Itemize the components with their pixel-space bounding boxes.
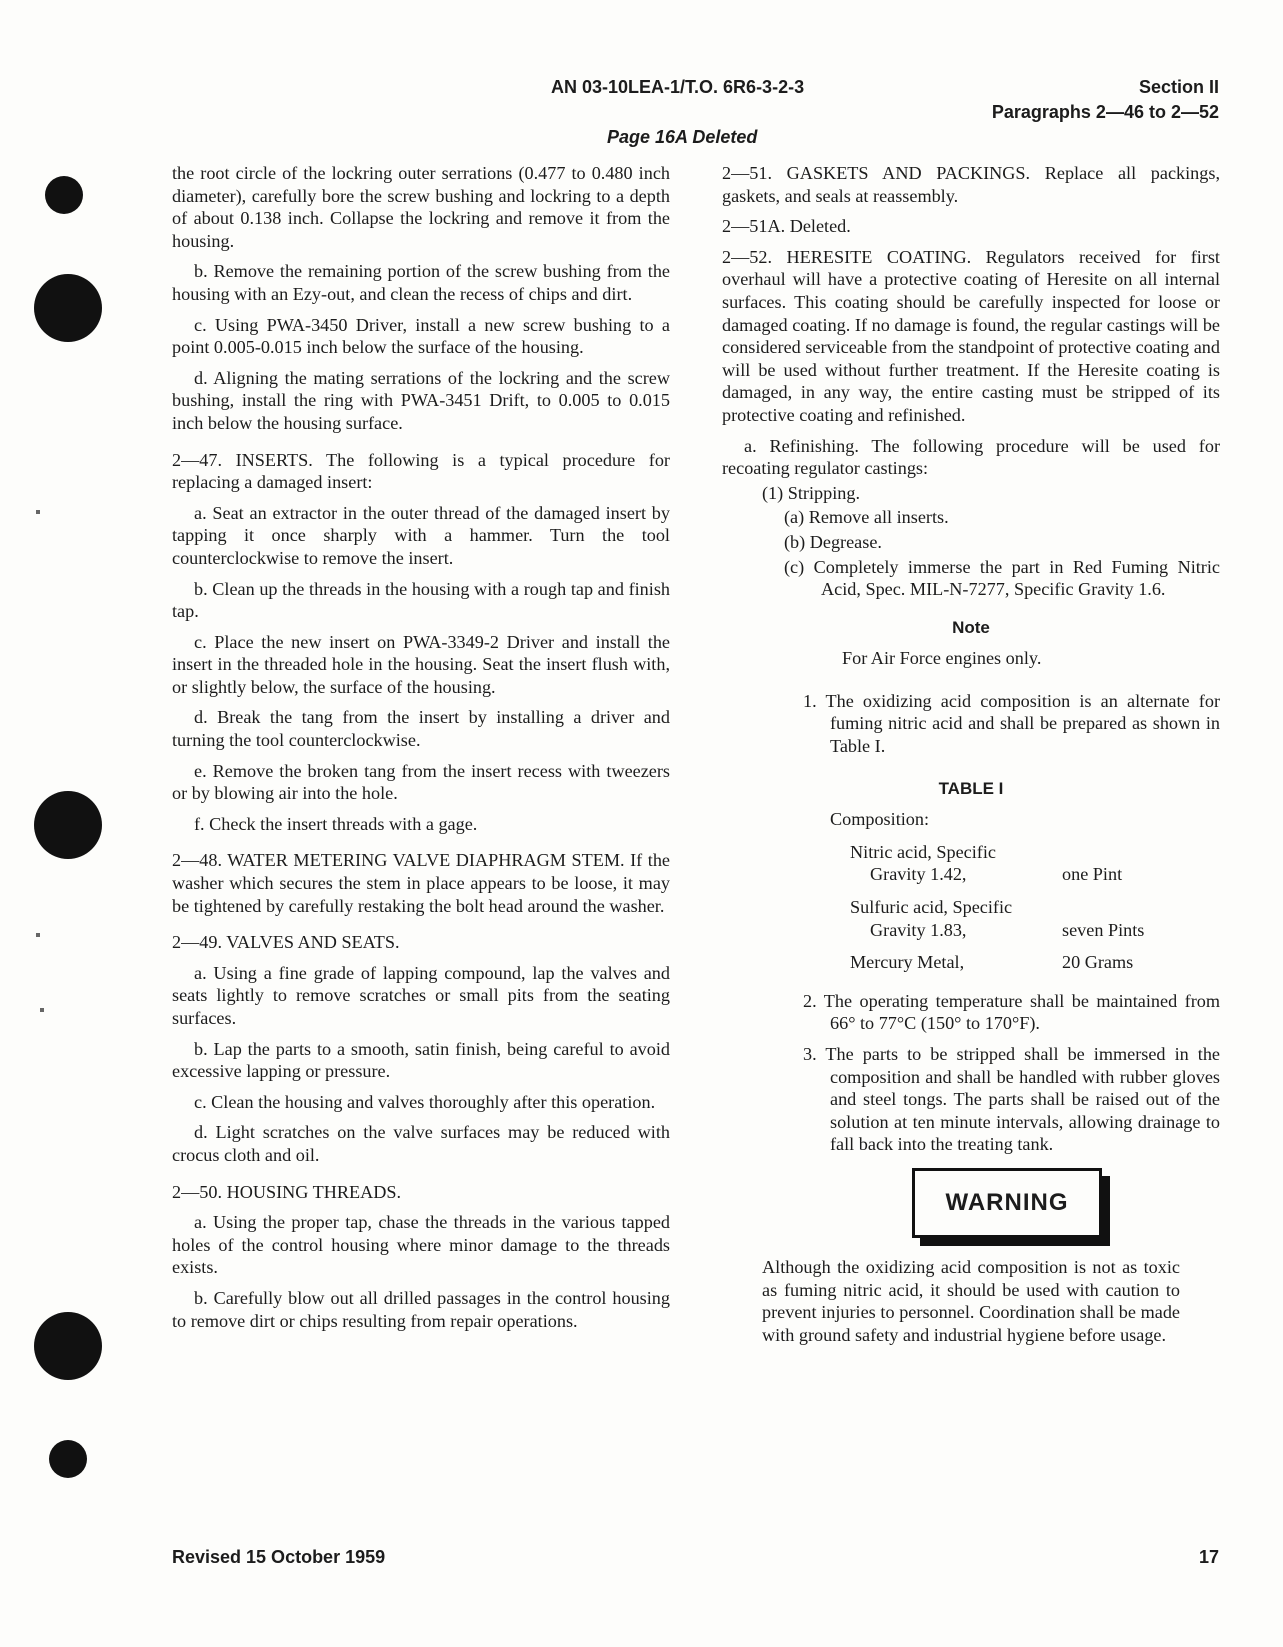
paragraph: c. Place the new insert on PWA-3349-2 Driver and install the insert in the threaded hole in the housing. Seat the insert flush with, or slightly below, the surface of the housing. [172, 631, 670, 697]
paragraph: a. Using the proper tap, chase the threads in the various tapped holes of the control housing where minor damage to the threads exists. [172, 1212, 670, 1278]
warning-box [912, 1168, 1104, 1240]
paragraph-deleted: 2—51A. Deleted. [722, 216, 851, 237]
table-cell: Gravity 1.42, [870, 864, 967, 885]
margin-mark [40, 1008, 44, 1012]
warning-text: Although the oxidizing acid composition is not as toxic as fuming nitric acid, it should be used with caution to prevent injuries to personnel. Coordination shall be made with ground safety and industrial hygiene before usage. [762, 1256, 1180, 1345]
paragraph: the root circle of the lockring outer serrations (0.477 to 0.480 inch diameter), carefully bore the screw bushing and lockring to a depth of about 0.138 inch. Collapse the lockring and remove it from the housing. [172, 163, 670, 251]
punch-hole-3 [34, 791, 102, 859]
punch-hole-1 [45, 176, 83, 214]
margin-mark [36, 510, 40, 514]
revision-date: Revised 15 October 1959 [172, 1547, 386, 1567]
table-cell-amount: one Pint [1062, 864, 1123, 885]
paragraph: c. Using PWA-3450 Driver, install a new screw bushing to a point 0.005-0.015 inch below the surface of the housing. [172, 314, 670, 358]
paragraph-range: Paragraphs 2—46 to 2—52 [991, 102, 1219, 122]
substep: (c) Completely immerse the part in Red Fuming Nitric Acid, Spec. MIL-N-7277, Specific Gravity 1.6. [784, 556, 1220, 600]
step-stripping: (1) Stripping. [762, 482, 861, 503]
numbered-item: 2. The operating temperature shall be maintained from 66° to 77°C (150° to 170°F). [803, 990, 1220, 1034]
table-cell: Gravity 1.83, [870, 919, 967, 940]
table-cell: Nitric acid, Specific [850, 841, 996, 862]
composition-table [830, 841, 1210, 974]
numbered-item: 1. The oxidizing acid composition is an alternate for fuming nitric acid and shall be prepared as shown in Table I. [803, 690, 1220, 757]
section-heading-gaskets: 2—51. GASKETS AND PACKINGS. Replace all packings, gaskets, and seals at reassembly. [722, 163, 1220, 206]
paragraph: a. Seat an extractor in the outer thread of the damaged insert by tapping it once sharply with a hammer. Turn the tool counterclockwise to remove the insert. [172, 502, 670, 568]
paragraph: b. Clean up the threads in the housing with a rough tap and finish tap. [172, 578, 670, 622]
paragraph: c. Clean the housing and valves thoroughly after this operation. [194, 1091, 656, 1112]
table-caption: Composition: [830, 809, 930, 830]
paragraph: e. Remove the broken tang from the insert recess with tweezers or by blowing air into the hole. [172, 760, 670, 804]
note-text: For Air Force engines only. [842, 648, 1042, 669]
note-heading: Note [952, 617, 990, 637]
table-row [830, 896, 1210, 941]
paragraph: f. Check the insert threads with a gage. [194, 813, 478, 834]
table-row [830, 841, 1210, 886]
punch-hole-2 [34, 274, 102, 342]
page-number: 17 [1198, 1547, 1219, 1567]
paragraph: b. Carefully blow out all drilled passages in the control housing to remove dirt or chips resulting from repair operations. [172, 1287, 670, 1331]
right-column [722, 162, 1220, 1346]
section-heading-housing-threads: 2—50. HOUSING THREADS. [172, 1181, 402, 1202]
substep: (a) Remove all inserts. [784, 507, 949, 528]
left-column [172, 162, 670, 1340]
document-number: AN 03-10LEA-1/T.O. 6R6-3-2-3 [551, 77, 805, 97]
paragraph: a. Using a fine grade of lapping compound, lap the valves and seats lightly to remove scratches or small pits from the seating surfaces. [172, 962, 670, 1028]
table-title: TABLE I [938, 778, 1004, 798]
table-cell-amount: seven Pints [1062, 919, 1145, 940]
paragraph: a. Refinishing. The following procedure will be used for recoating regulator castings: [722, 435, 1220, 479]
margin-mark [36, 933, 40, 937]
table-cell: Sulfuric acid, Specific [850, 897, 1013, 918]
paragraph: d. Break the tang from the insert by installing a driver and turning the tool counterclockwise. [172, 707, 670, 751]
table-row [830, 951, 1210, 974]
substep: (b) Degrease. [784, 531, 882, 552]
table-cell: Mercury Metal, [850, 952, 965, 973]
page-note: Page 16A Deleted [607, 127, 758, 147]
paragraph: d. Aligning the mating serrations of the lockring and the screw bushing, install the ring with PWA-3451 Drift, to 0.005 to 0.015 inch below the housing surface. [172, 367, 670, 433]
paragraph: d. Light scratches on the valve surfaces may be reduced with crocus cloth and oil. [172, 1122, 670, 1165]
numbered-item: 3. The parts to be stripped shall be immersed in the composition and shall be handled with rubber gloves and steel tongs. The parts shall be raised out of the solution at ten minute intervals, allowing drainage to fall back into the treating tank. [803, 1044, 1220, 1155]
section-heading-heresite: 2—52. HERESITE COATING. Regulators received for first overhaul will have a protective coating of Heresite on all internal surfaces. This coating should be carefully inspected for loose or damaged coating. If no damage is found, the regular castings will be considered serviceable from the standpoint of protective coating and will be used without further treatment. If the Heresite coating is damaged, in any way, the entire casting must be stripped of its protective coating and refinished. [722, 246, 1220, 425]
punch-hole-5 [49, 1440, 87, 1478]
section-heading-inserts: 2—47. INSERTS. The following is a typical procedure for replacing a damaged insert: [172, 449, 670, 493]
paragraph: b. Lap the parts to a smooth, satin finish, being careful to avoid excessive lapping or pressure. [172, 1038, 670, 1082]
punch-hole-4 [34, 1312, 102, 1380]
paragraph: b. Remove the remaining portion of the screw bushing from the housing with an Ezy-out, and clean the recess of chips and dirt. [172, 261, 670, 304]
warning-label: WARNING [912, 1168, 1102, 1238]
section-heading-diaphragm-stem: 2—48. WATER METERING VALVE DIAPHRAGM STEM. If the washer which secures the stem in place appears to be loose, it may be tightened by carefully restaking the bolt head around the washer. [172, 850, 670, 916]
table-cell-amount: 20 Grams [1062, 952, 1134, 973]
section-heading-valves-seats: 2—49. VALVES AND SEATS. [172, 932, 400, 953]
section-label: Section II [1138, 77, 1219, 97]
